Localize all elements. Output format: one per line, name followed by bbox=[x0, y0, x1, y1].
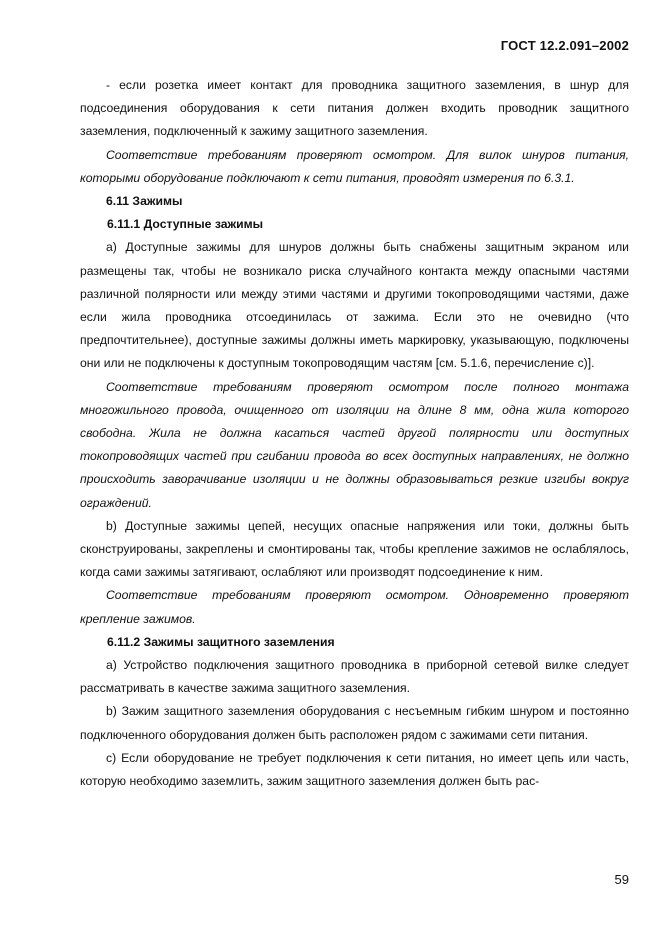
section-heading-6-11-2: 6.11.2 Зажимы защитного заземления bbox=[107, 634, 335, 649]
page-number: 59 bbox=[614, 872, 629, 887]
standard-title: ГОСТ 12.2.091–2002 bbox=[500, 38, 629, 53]
paragraph-accessible-terminals-a: a) Доступные зажимы для шнуров должны быть снабжены защитным экраном или размещены так, чтобы не возникало риска случайного контакта между опасными частями различной полярности или между этими частями и другими токопроводящими частями, даже если жила проводника отсоединилась от зажима. Если это не очевидно (что предпочтительнее), доступные зажимы должны иметь маркировку, указывающую, подключены они или не подключены к доступным токопроводящим частям [см. 5.1.6, перечисление с)]. bbox=[80, 240, 629, 371]
paragraph-earthing-terminals-a: a) Устройство подключения защитного проводника в приборной сетевой вилке следует рассматривать в качестве зажима защитного заземления. bbox=[80, 658, 629, 696]
paragraph-plug-protective-conductor: - если розетка имеет контакт для проводника защитного заземления, в шнур для подсоединения оборудования к сети питания должен входить проводник защитного заземления, подключенный к зажиму защитного заземления. bbox=[80, 78, 629, 139]
section-heading-6-11: 6.11 Зажимы bbox=[106, 194, 183, 209]
paragraph-compliance-plugs: Соответствие требованиям проверяют осмотром. Для вилок шнуров питания, которыми оборудование подключают к сети питания, проводят измерения по 6.3.1. bbox=[80, 147, 629, 185]
page-content bbox=[80, 74, 629, 793]
paragraph-compliance-stranded-wire: Соответствие требованиям проверяют осмотром после полного монтажа многожильного провода, очищенного от изоляции на длине 8 мм, одна жила которого свободна. Жила не должна касаться частей другой полярности или доступных токопроводящих частей при сгибании провода во всех доступных направлениях, не должно происходить заворачивание изоляции и не должны образовываться резкие изгибы вокруг ограждений. bbox=[80, 379, 629, 510]
paragraph-compliance-fastening: Соответствие требованиям проверяют осмотром. Одновременно проверяют крепление зажимов. bbox=[80, 588, 629, 626]
section-heading-6-11-1: 6.11.1 Доступные зажимы bbox=[107, 217, 264, 232]
paragraph-earthing-terminals-b: b) Зажим защитного заземления оборудования с несъемным гибким шнуром и постоянно подключенного оборудования должен быть расположен рядом с зажимами сети питания. bbox=[80, 704, 629, 742]
paragraph-accessible-terminals-b: b) Доступные зажимы цепей, несущих опасные напряжения или токи, должны быть сконструированы, закреплены и смонтированы так, чтобы крепление зажимов не ослаблялось, когда сами зажимы затягивают, ослабляют или производят подсоединение к ним. bbox=[80, 518, 629, 580]
paragraph-earthing-terminals-c: c) Если оборудование не требует подключения к сети питания, но имеет цепь или часть, которую необходимо заземлить, зажим защитного заземления должен быть рас- bbox=[80, 750, 629, 789]
